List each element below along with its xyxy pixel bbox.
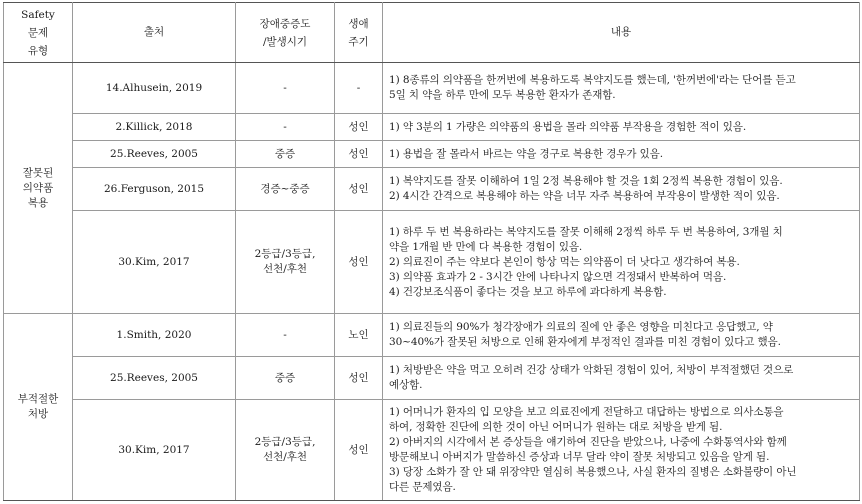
severity-cell: - [236, 63, 335, 114]
table-row [4, 168, 860, 211]
severity-cell: - [236, 114, 335, 141]
table-row [4, 141, 860, 168]
severity-cell: - [236, 314, 335, 357]
table-row [4, 63, 860, 114]
severity-cell: 중증 [236, 141, 335, 168]
severity-cell: 2등급/3등급, 선천/후천 [236, 400, 335, 501]
source-cell: 25.Reeves, 2005 [73, 357, 236, 400]
content-cell: 1) 용법을 잘 몰라서 바르는 약을 경구로 복용한 경우가 있음. [383, 141, 860, 168]
content-cell: 1) 복약지도를 잘못 이해하여 1일 2정 복용해야 할 것을 1회 2정씩 복용한 경험이 있음. 2) 4시간 간격으로 복용해야 하는 약을 너무 자주 복용하여 부작용이 발생한 적이 있음. [383, 168, 860, 211]
content-cell: 1) 의료진들의 90%가 청각장애가 의료의 질에 안 좋은 영향을 미친다고 응답했고, 약 30~40%가 잘못된 처방으로 인해 환자에게 부정적인 결과를 미친 경험이 있다고 했음. [383, 314, 860, 357]
source-cell: 2.Killick, 2018 [73, 114, 236, 141]
life-cycle-cell: 성인 [335, 400, 383, 501]
life-cycle-cell: 노인 [335, 314, 383, 357]
source-cell: 30.Kim, 2017 [73, 211, 236, 314]
table-row [4, 114, 860, 141]
source-cell: 1.Smith, 2020 [73, 314, 236, 357]
life-cycle-cell: - [335, 63, 383, 114]
severity-cell: 2등급/3등급, 선천/후천 [236, 211, 335, 314]
content-cell: 1) 8종류의 의약품을 한꺼번에 복용하도록 복약지도를 했는데, '한꺼번에'라는 단어를 듣고 5일 치 약을 하루 만에 모두 복용한 환자가 존재함. [383, 63, 860, 114]
header-row [4, 3, 860, 63]
problem-type-cell: 부적절한 처방 [4, 314, 73, 501]
life-cycle-cell: 성인 [335, 141, 383, 168]
content-cell: 1) 약 3분의 1 가량은 의약품의 용법을 몰라 의약품 부작용을 경험한 적이 있음. [383, 114, 860, 141]
life-cycle-cell: 성인 [335, 168, 383, 211]
source-cell: 30.Kim, 2017 [73, 400, 236, 501]
problem-type-cell: 잘못된 의약품 복용 [4, 63, 73, 314]
life-cycle-cell: 성인 [335, 114, 383, 141]
safety-problem-table [3, 2, 860, 501]
document-page [3, 2, 859, 500]
header-content: 내용 [383, 3, 860, 63]
table-row [4, 211, 860, 314]
content-cell: 1) 어머니가 환자의 입 모양을 보고 의료진에게 전달하고 대답하는 방법으로 의사소통을 하여, 정확한 진단에 의한 것이 아닌 어머니가 원하는 대로 처방을 받게 됨. 2) 아버지의 시각에서 본 증상들을 얘기하여 진단을 받았으나, 나중에 수화통역사와 함께 방문해보니 아버지가 말씀하신 증상과 너무 달라 약이 잘못 처방되고 있음을 알게 됨. 3) 당장 소화가 잘 안 돼 위장약만 열심히 복용했으나, 사실 환자의 질병은 소화불량이 아닌 다른 문제였음. [383, 400, 860, 501]
severity-cell: 중증 [236, 357, 335, 400]
severity-cell: 경증~중증 [236, 168, 335, 211]
source-cell: 25.Reeves, 2005 [73, 141, 236, 168]
table-row [4, 357, 860, 400]
source-cell: 26.Ferguson, 2015 [73, 168, 236, 211]
life-cycle-cell: 성인 [335, 211, 383, 314]
source-cell: 14.Alhusein, 2019 [73, 63, 236, 114]
header-problem-type: Safety 문제 유형 [4, 3, 73, 63]
header-life-cycle: 생애 주기 [335, 3, 383, 63]
table-row [4, 400, 860, 501]
table-row [4, 314, 860, 357]
life-cycle-cell: 성인 [335, 357, 383, 400]
content-cell: 1) 처방받은 약을 먹고 오히려 건강 상태가 악화된 경험이 있어, 처방이 부적절했던 것으로 예상함. [383, 357, 860, 400]
header-source: 출처 [73, 3, 236, 63]
content-cell: 1) 하루 두 번 복용하라는 복약지도를 잘못 이해해 2정씩 하루 두 번 복용하여, 3개월 치 약을 1개월 반 만에 다 복용한 경험이 있음. 2) 의료진이 주는 약보다 본인이 항상 먹는 의약품이 더 낫다고 생각하여 복용. 3) 의약품 효과가 2 - 3시간 안에 나타나지 않으면 걱정돼서 반복하여 먹음. 4) 건강보조식품이 좋다는 것을 보고 하루에 과다하게 복용함. [383, 211, 860, 314]
header-severity: 장애중증도 /발생시기 [236, 3, 335, 63]
